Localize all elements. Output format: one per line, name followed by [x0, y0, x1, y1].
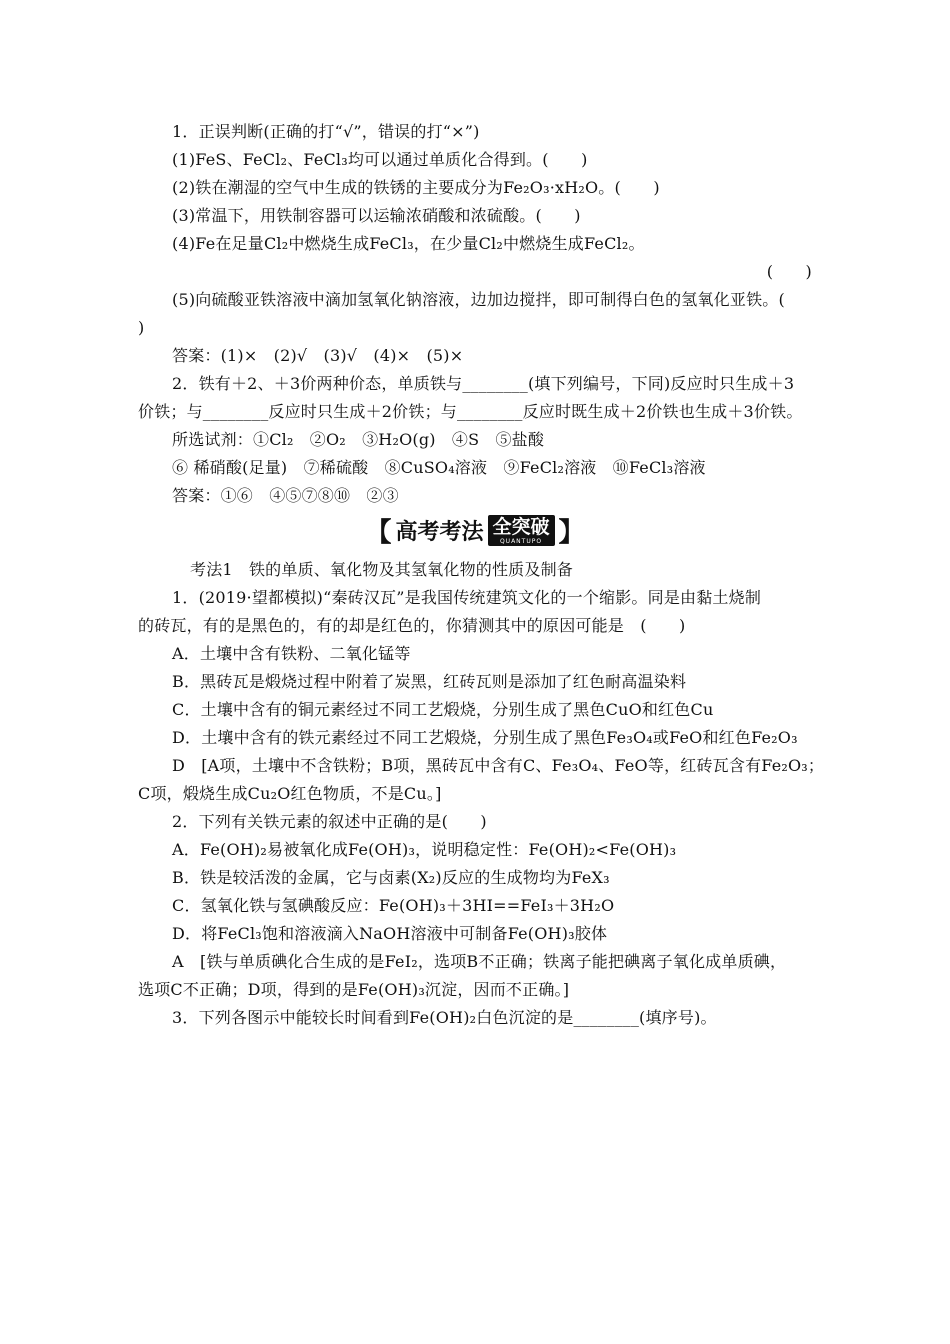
- method-title: 考法1 铁的单质、氧化物及其氢氧化物的性质及制备: [190, 560, 573, 579]
- problem-1-line-1: 1．(2019·望都模拟)“秦砖汉瓦”是我国传统建筑文化的一个缩影。同是由黏土烧制: [172, 588, 762, 607]
- problem-1-option-b: B．黑砖瓦是煅烧过程中附着了炭黑，红砖瓦则是添加了红色耐高温染料: [172, 672, 687, 691]
- statement-5-line-1: (5)向硫酸亚铁溶液中滴加氢氧化钠溶液，边加边搅拌，即可制得白色的氢氧化亚铁。(: [172, 290, 785, 309]
- problem-2-explanation-1: A [铁与单质碘化合生成的是FeI₂，选项B不正确；铁离子能把碘离子氧化成单质碘，: [172, 952, 787, 971]
- statement-4-paren: ( ): [766, 262, 812, 281]
- question-2-line-1: 2．铁有＋2、＋3价两种价态，单质铁与________(填下列编号，下同)反应时只生成＋3: [172, 374, 795, 393]
- statement-5-line-2: ): [138, 318, 145, 337]
- question-1-answer: 答案：(1)× (2)√ (3)√ (4)× (5)×: [172, 346, 464, 365]
- problem-1-option-a: A．土壤中含有铁粉、二氧化锰等: [172, 644, 411, 663]
- problem-2-option-d: D．将FeCl₃饱和溶液滴入NaOH溶液中可制备Fe(OH)₃胶体: [172, 924, 608, 943]
- badge-main-text: 全突破: [492, 516, 550, 538]
- problem-1-line-2: 的砖瓦，有的是黑色的，有的却是红色的，你猜测其中的原因可能是 ( ): [138, 616, 686, 635]
- problem-1-explanation-2: C项，煅烧生成Cu₂O红色物质，不是Cu。]: [138, 784, 442, 803]
- statement-4: (4)Fe在足量Cl₂中燃烧生成FeCl₃，在少量Cl₂中燃烧生成FeCl₂。: [172, 234, 645, 253]
- problem-2-option-b: B．铁是较活泼的金属，它与卤素(X₂)反应的生成物均为FeX₃: [172, 868, 610, 887]
- problem-2-option-c: C．氢氧化铁与氢碘酸反应：Fe(OH)₃＋3HI==FeI₃＋3H₂O: [172, 896, 615, 915]
- problem-2: 2．下列有关铁元素的叙述中正确的是( ): [172, 812, 487, 831]
- banner-title: 高考考法: [395, 520, 484, 545]
- section-banner: [0, 512, 950, 548]
- banner-right-bracket: 】: [558, 518, 585, 548]
- reagents-line-1: 所选试剂：①Cl₂ ②O₂ ③H₂O(g) ④S ⑤盐酸: [172, 430, 545, 449]
- statement-2: (2)铁在潮湿的空气中生成的铁锈的主要成分为Fe₂O₃·xH₂O。( ): [172, 178, 660, 197]
- banner-badge: [488, 515, 555, 546]
- statement-1: (1)FeS、FeCl₂、FeCl₃均可以通过单质化合得到。( ): [172, 150, 588, 169]
- reagents-line-2: ⑥ 稀硝酸(足量) ⑦稀硫酸 ⑧CuSO₄溶液 ⑨FeCl₂溶液 ⑩FeCl₃溶液: [172, 458, 706, 477]
- question-2-answer: 答案：①⑥ ④⑤⑦⑧⑩ ②③: [172, 486, 399, 505]
- problem-2-option-a: A．Fe(OH)₂易被氧化成Fe(OH)₃，说明稳定性：Fe(OH)₂<Fe(OH)₃: [172, 840, 677, 859]
- problem-2-explanation-2: 选项C不正确；D项，得到的是Fe(OH)₃沉淀，因而不正确。]: [138, 980, 570, 999]
- problem-1-explanation-1: D [A项，土壤中不含铁粉；B项，黑砖瓦中含有C、Fe₃O₄、FeO等，红砖瓦含有Fe₂O₃；: [172, 756, 825, 775]
- badge-sub-text: QUANTUPO: [499, 538, 543, 545]
- question-2-line-2: 价铁；与________反应时只生成＋2价铁；与________反应时既生成＋2价铁也生成＋3价铁。: [138, 402, 803, 421]
- problem-1-option-d: D．土壤中含有的铁元素经过不同工艺煅烧，分别生成了黑色Fe₃O₄或FeO和红色Fe₂O₃: [172, 728, 798, 747]
- statement-3: (3)常温下，用铁制容器可以运输浓硝酸和浓硫酸。( ): [172, 206, 581, 225]
- problem-1-option-c: C．土壤中含有的铜元素经过不同工艺煅烧，分别生成了黑色CuO和红色Cu: [172, 700, 714, 719]
- banner-left-bracket: 【: [365, 518, 392, 548]
- question-1-title: 1．正误判断(正确的打“√”，错误的打“×”): [172, 122, 480, 141]
- problem-3: 3．下列各图示中能较长时间看到Fe(OH)₂白色沉淀的是________(填序号)。: [172, 1008, 717, 1027]
